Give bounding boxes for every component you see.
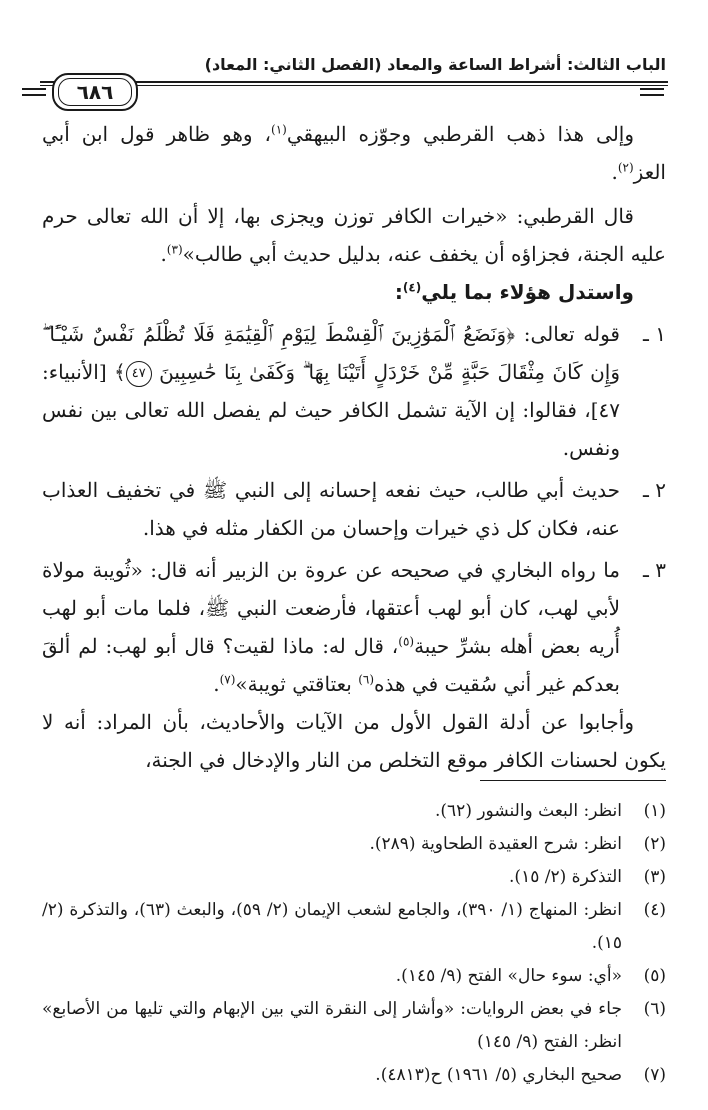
quran-bracket-close: ﴾ bbox=[114, 360, 126, 384]
list-item-3 bbox=[42, 551, 666, 703]
footnotes bbox=[42, 795, 666, 1092]
paragraph-3-text: واستدل هؤلاء بما يلي bbox=[421, 280, 634, 304]
footnote-ref-4: (٤) bbox=[402, 280, 422, 295]
footnote-5 bbox=[42, 960, 666, 993]
paragraph-2-text: قال القرطبي: «خيرات الكافر توزن ويجزى بها، إلا أن الله تعالى حرم عليه الجنة، فجزاؤه أن يخفف عنه، بدليل حديث أبي طالب» bbox=[42, 204, 666, 266]
paragraph-1-text: وإلى هذا ذهب القرطبي وجوّزه البيهقي bbox=[286, 122, 635, 146]
page-number-frame bbox=[52, 73, 138, 111]
footnote-text: انظر: المنهاج (١/ ٣٩٠)، والجامع لشعب الإيمان (٢/ ٥٩)، والبعث (٦٣)، والتذكرة (٢/ ١٥). bbox=[42, 900, 622, 953]
list-item-2 bbox=[42, 471, 666, 547]
footnote-ref-5: (٥) bbox=[398, 634, 415, 649]
footnote-2 bbox=[42, 828, 666, 861]
header-ornament-right bbox=[640, 88, 664, 96]
footnote-7 bbox=[42, 1059, 666, 1092]
footnote-number: (٣) bbox=[643, 867, 666, 887]
list-item-3-number: ٣ ـ bbox=[643, 558, 666, 582]
footnote-text: انظر: البعث والنشور (٦٢). bbox=[435, 801, 622, 821]
footnote-3 bbox=[42, 861, 666, 894]
list-item-3-period: . bbox=[213, 672, 220, 696]
list-item-1 bbox=[42, 315, 666, 467]
footnote-ref-2: (٢) bbox=[617, 160, 634, 175]
paragraph-3-heading bbox=[42, 273, 666, 311]
paragraph-4: وأجابوا عن أدلة القول الأول من الآيات والأحاديث، بأن المراد: أنه لا يكون لحسنات الكافر موقع التخلص من النار والإدخال في الجنة، bbox=[42, 710, 666, 772]
list-item-3-text-end: بعتاقتي ثويبة» bbox=[235, 672, 359, 696]
footnote-text: صحيح البخاري (٥/ ١٩٦١) ح(٤٨١٣). bbox=[375, 1065, 622, 1085]
paragraph-1 bbox=[42, 115, 666, 191]
footnote-number: (٦) bbox=[643, 999, 666, 1019]
quran-bracket-open: ﴿ bbox=[506, 322, 516, 346]
footnote-separator bbox=[480, 780, 666, 781]
footnote-number: (٥) bbox=[643, 966, 666, 986]
footnote-text: جاء في بعض الروايات: «وأشار إلى النقرة التي بين الإبهام والتي تليها من الأصابع» انظر: الفتح (٩/ ١٤٥) bbox=[42, 999, 622, 1052]
footnote-number: (٧) bbox=[643, 1065, 666, 1085]
quran-verse: وَنَضَعُ ٱلْمَوَٰزِينَ ٱلْقِسْطَ لِيَوْمِ ٱلْقِيَٰمَةِ فَلَا تُظْلَمُ نَفْسٌ شَيْـًٔا ۖ وَإِن كَانَ مِثْقَالَ حَبَّةٍ مِّنْ خَرْدَلٍ أَتَيْنَا بِهَا ۗ وَكَفَىٰ بِنَا حَٰسِبِينَ bbox=[42, 322, 620, 384]
paragraph-1-end: . bbox=[611, 160, 618, 184]
list-item-1-intro: قوله تعالى: bbox=[515, 322, 620, 346]
list-item-2-number: ٢ ـ bbox=[643, 478, 666, 502]
header-ornament-left bbox=[22, 88, 46, 96]
footnote-text: التذكرة (٢/ ١٥). bbox=[509, 867, 622, 887]
ayah-number-marker: ٤٧ bbox=[126, 361, 152, 387]
list-item-1-text: [الأنبياء: ٤٧]، فقالوا: إن الآية تشمل الكافر حيث لم يفصل الله تعالى بين نفس ونفس. bbox=[42, 360, 620, 460]
footnote-ref-3: (٣) bbox=[166, 242, 183, 257]
footnote-1 bbox=[42, 795, 666, 828]
footnote-number: (٢) bbox=[643, 834, 666, 854]
footnote-4 bbox=[42, 894, 666, 960]
footnote-text: انظر: شرح العقيدة الطحاوية (٢٨٩). bbox=[369, 834, 622, 854]
footnote-text: «أي: سوء حال» الفتح (٩/ ١٤٥). bbox=[395, 966, 622, 986]
list-item-1-number: ١ ـ bbox=[643, 322, 666, 346]
list-item-3-text-cont: ، قال له: ماذا لقيت؟ قال أبو لهب: لم ألقَ بعدكم غير أني سُقيت في هذه bbox=[42, 634, 620, 696]
footnote-ref-1: (١) bbox=[271, 122, 287, 137]
main-text bbox=[42, 115, 666, 779]
list-item-2-text: حديث أبي طالب، حيث نفعه إحسانه إلى النبي ﷺ في تخفيف العذاب عنه، فكان كل ذي خيرات وإحسان من الكفار مثله في هذا. bbox=[42, 478, 620, 540]
running-header-title: الباب الثالث: أشراط الساعة والمعاد (الفصل الثاني: المعاد) bbox=[204, 55, 666, 74]
footnote-ref-6: (٦) bbox=[358, 672, 375, 687]
footnote-number: (٤) bbox=[643, 900, 666, 920]
footnote-number: (١) bbox=[643, 801, 666, 821]
page-number: ٦٨٦ bbox=[76, 80, 114, 104]
footnote-ref-7: (٧) bbox=[219, 672, 236, 687]
footnote-6 bbox=[42, 993, 666, 1059]
list-item-3-text: ما رواه البخاري في صحيحه عن عروة بن الزبير أنه قال: «ثُويبة مولاة لأبي لهب، كان أبو لهب أعتقها، فأرضعت النبي ﷺ، فلما مات أبو لهب أُريه بعض أهله بشرِّ حيبة bbox=[42, 558, 620, 658]
paragraph-2 bbox=[42, 197, 666, 273]
paragraph-2-end: . bbox=[160, 242, 167, 266]
paragraph-1-text-cont: ، وهو ظاهر قول ابن أبي العز bbox=[42, 122, 666, 184]
paragraph-3-end: : bbox=[394, 280, 403, 304]
